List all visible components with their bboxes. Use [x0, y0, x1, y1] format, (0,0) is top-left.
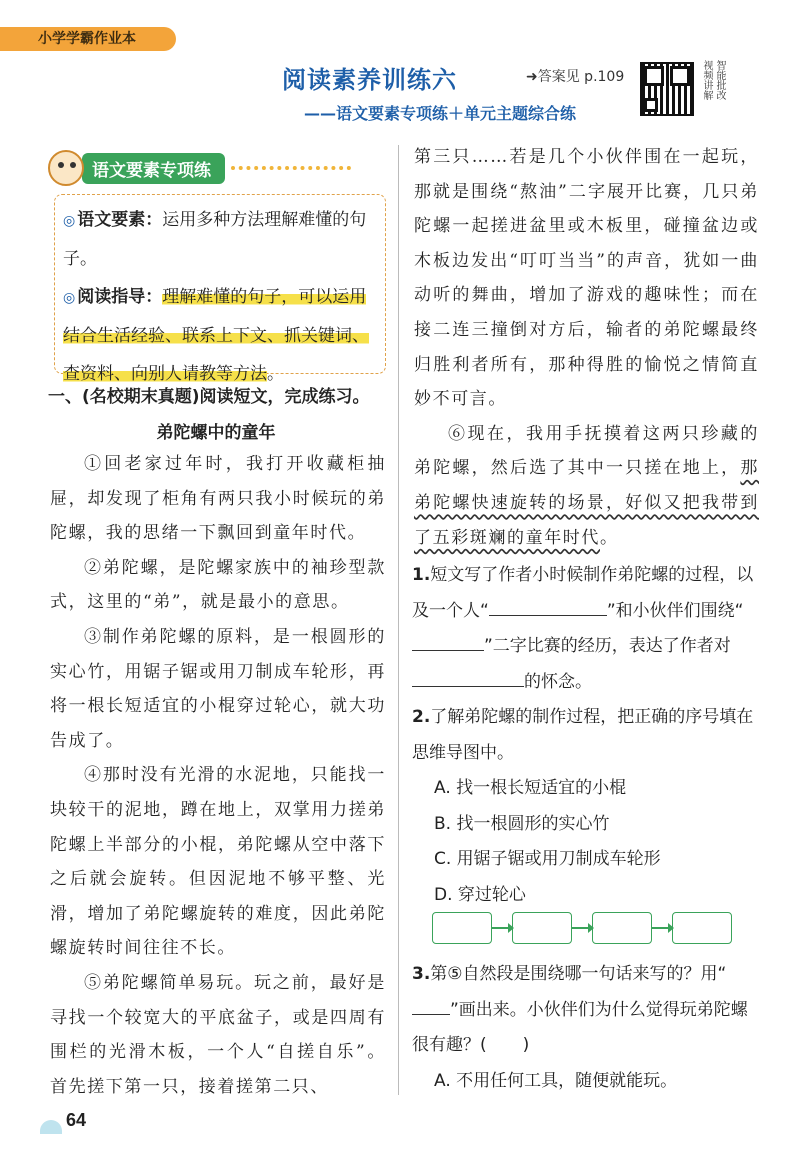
question-3-text: ”画出来。小伙伴们为什么觉得玩弟陀螺很有趣？(: [412, 999, 748, 1055]
paragraph-6-tail: 。: [600, 527, 619, 548]
paragraph-5-continued: 第三只……若是几个小伙伴围在一起玩，那就是围绕“熬油”二字展开比赛，几只弟陀螺一起搓进盆里或木板里，碰撞盆边或木板边发出“叮叮当当”的声音，犹如一曲动听的舞曲，增加了游戏的趣味性；而在接二连三撞倒对方后，输者的弟陀螺最终归胜利者所有，那种得胜的愉悦之情简直妙不可言。: [414, 147, 759, 410]
element-line: [63, 201, 379, 278]
decorative-dots: [231, 166, 351, 170]
mascot-icon: [48, 150, 84, 186]
column-divider: [398, 145, 399, 1095]
page-number: 64: [66, 1110, 87, 1130]
question-2: [412, 700, 762, 771]
question-header: 一、(名校期末真题)阅读短文，完成练习。: [48, 387, 370, 407]
arrow-right-icon: ➜: [526, 69, 538, 85]
bullet-icon: ◎: [63, 290, 76, 306]
question-3-text: ): [522, 1035, 530, 1055]
paragraph-1: ①回老家过年时，我打开收藏柜抽屉，却发现了柜角有两只我小时候玩的弟陀螺，我的思绪一下飘回到童年时代。: [50, 454, 386, 544]
essay-right-column: [414, 140, 759, 555]
paragraph-2: ②弟陀螺，是陀螺家族中的袖珍型款式，这里的“弟”，就是最小的意思。: [50, 557, 386, 613]
qr-label-video: 视频讲解: [701, 60, 712, 100]
question-1-text: 短文写了作者小时候制作弟陀螺的过程，以及一个人“: [412, 565, 754, 621]
question-3-option-a: A. 不用任何工具，随便就能玩。: [434, 1070, 678, 1091]
series-tab: 小学学霸作业本: [0, 27, 176, 51]
answer-blank[interactable]: [412, 631, 484, 651]
guide-highlight: 用结合生活经验、联系上下文、抓关: [63, 287, 367, 346]
qr-label: [700, 60, 726, 100]
answer-blank[interactable]: [412, 667, 524, 687]
question-1-text: 的怀念。: [524, 671, 592, 692]
element-text: 运用多种方法理解难懂的句子。: [63, 210, 367, 269]
paragraph-6: [414, 417, 759, 555]
guide-tail: 。: [267, 364, 284, 384]
option-d: D. 穿过轮心: [434, 884, 526, 905]
bullet-icon: ◎: [63, 213, 76, 229]
page-title: 阅读素养训练六: [282, 66, 457, 94]
qr-code-icon[interactable]: [640, 62, 694, 116]
element-label: 语文要素：: [77, 210, 163, 230]
question-1-text: ”二字比赛的经历，表达了作者对: [484, 636, 731, 656]
arrow-right-icon: [652, 927, 672, 929]
flow-box-1[interactable]: [432, 912, 492, 944]
essay-title: 弟陀螺中的童年: [156, 423, 276, 443]
paragraph-5-start: ⑤弟陀螺简单易玩。玩之前，最好是寻找一个较宽大的平底盆子，或是四周有围栏的光滑木板，一个人“自搓自乐”。首先搓下第一只，接着搓第二只、: [50, 972, 386, 1097]
section-badge-label: 语文要素专项练: [82, 153, 225, 184]
question-2-number: 2.: [412, 707, 431, 727]
page-subtitle: ——语文要素专项练＋单元主题综合练: [304, 104, 577, 123]
flow-box-3[interactable]: [592, 912, 652, 944]
question-1-text: ”和小伙伴们围绕“: [606, 600, 744, 621]
guide-line: [63, 278, 379, 393]
paragraph-4: ④那时没有光滑的水泥地，只能找一块较干的泥地，蹲在地上，双掌用力搓弟陀螺上半部分的小棍，弟陀螺从空中落下之后就会旋转。但因泥地不够平整、光滑，增加了弟陀螺旋转的难度，因此弟陀螺旋转时间往往不长。: [50, 765, 386, 959]
guide-highlight: 理解难懂的句子，可以运: [162, 287, 350, 307]
question-3-number: 3.: [412, 964, 431, 984]
answer-blank[interactable]: [412, 995, 450, 1015]
flow-box-2[interactable]: [512, 912, 572, 944]
reading-guide-box: [54, 194, 386, 384]
mind-map-flow: [432, 912, 732, 944]
option-b: B. 找一根圆形的实心竹: [434, 813, 610, 834]
question-1-number: 1.: [412, 565, 431, 585]
arrow-right-icon: [492, 927, 512, 929]
flow-box-4[interactable]: [672, 912, 732, 944]
essay-left-column: [50, 447, 386, 1104]
answer-reference: [526, 66, 624, 86]
paragraph-3: ③制作弟陀螺的原料，是一根圆形的实心竹，用锯子锯或用刀制成车轮形，再将一根长短适宜的小棍穿过轮心，就大功告成了。: [50, 626, 386, 751]
question-2-text: 了解弟陀螺的制作过程，把正确的序号填在思维导图中。: [412, 707, 754, 763]
section-badge: [48, 150, 351, 186]
questions: [412, 558, 762, 1099]
wave-decoration-icon: [40, 1120, 62, 1134]
guide-label: 阅读指导：: [77, 287, 163, 307]
paragraph-6-text: ⑥现在，我用手抚摸着这两只珍藏的弟陀螺，然后选了其中一只搓在地上，: [414, 423, 759, 479]
qr-label-grading: 智能批改: [714, 60, 725, 100]
question-3: [412, 957, 762, 1064]
arrow-right-icon: [572, 927, 592, 929]
option-c: C. 用锯子锯或用刀制成车轮形: [434, 849, 661, 869]
answer-blank[interactable]: [489, 596, 607, 616]
answer-ref-text: 答案见 p.109: [537, 69, 625, 85]
guide-highlight: 键词、查资料、向别人请教等方法: [63, 326, 369, 384]
wavy-underlined-sentence: 那弟陀螺快速旋转的场景，好似又把我带到了五彩斑斓的童年时代: [414, 458, 759, 548]
question-1: [412, 558, 762, 700]
question-3-text: 第⑤自然段是围绕哪一句话来写的？用“: [430, 964, 727, 984]
option-a: A. 找一根长短适宜的小棍: [434, 778, 627, 798]
